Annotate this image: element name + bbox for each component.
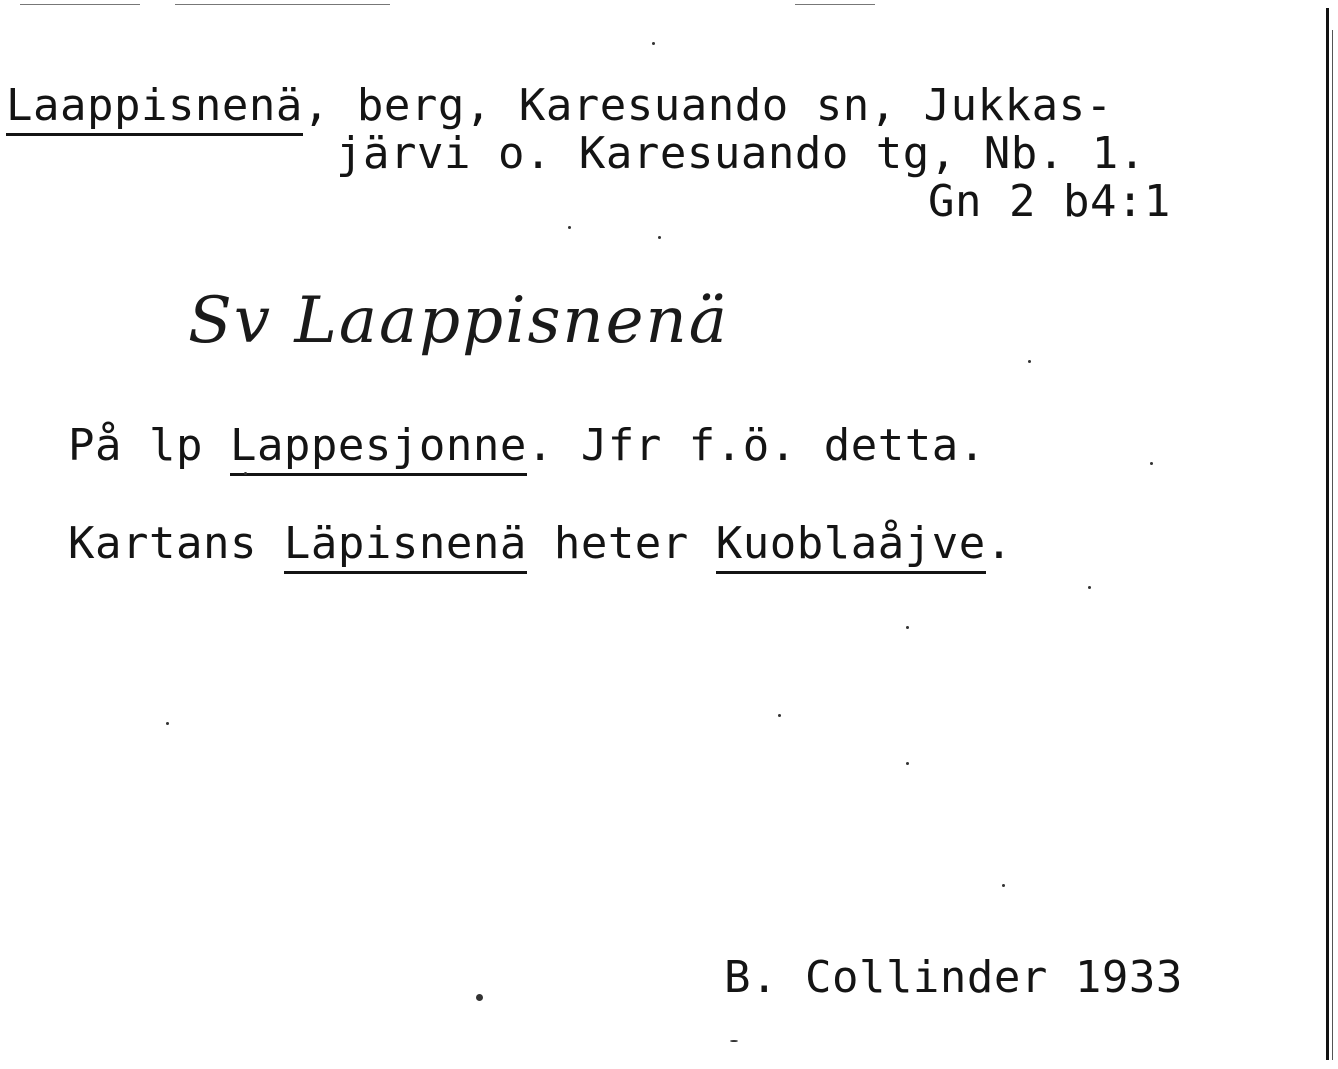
headword: Laappisnenä — [6, 80, 303, 136]
header-line-2: järvi o. Karesuando tg, Nb. 1. — [336, 128, 1146, 179]
scan-speck — [658, 236, 661, 239]
card-edge-top — [795, 4, 875, 5]
header-line-1-rest: , berg, Karesuando sn, Jukkas- — [302, 80, 1113, 131]
scan-speck — [906, 762, 909, 765]
card-edge-right — [1326, 8, 1329, 1060]
map-name: Läpisnenä — [284, 518, 527, 574]
scan-speck — [166, 722, 169, 725]
scan-speck — [1150, 462, 1153, 465]
scan-speck — [1028, 360, 1031, 363]
header-line-1 — [6, 80, 1113, 131]
card-edge-top — [20, 4, 140, 5]
scan-speck — [244, 472, 247, 475]
lappish-form-line: På lp Lappesjonne. Jfr f.ö. detta. — [68, 424, 986, 468]
scan-speck — [1002, 884, 1005, 887]
scan-speck — [778, 714, 781, 717]
scan-speck — [730, 1040, 738, 1042]
card-edge-top — [175, 4, 390, 5]
signature: B. Collinder 1933 — [724, 952, 1183, 1003]
handwritten-note: Sv Laappisnenä — [188, 284, 729, 358]
card-edge-shadow — [1332, 30, 1333, 1060]
reference-code: Gn 2 b4:1 — [928, 176, 1171, 227]
scan-speck — [1088, 586, 1091, 589]
scan-speck — [906, 626, 909, 629]
scan-speck — [568, 226, 571, 229]
scan-speck — [476, 994, 483, 1001]
lappish-name: Lappesjonne — [230, 420, 527, 476]
map-form-line: Kartans Läpisnenä heter Kuoblaåjve. — [68, 522, 1013, 566]
scan-speck — [652, 42, 655, 45]
alternate-name: Kuoblaåjve — [716, 518, 986, 574]
